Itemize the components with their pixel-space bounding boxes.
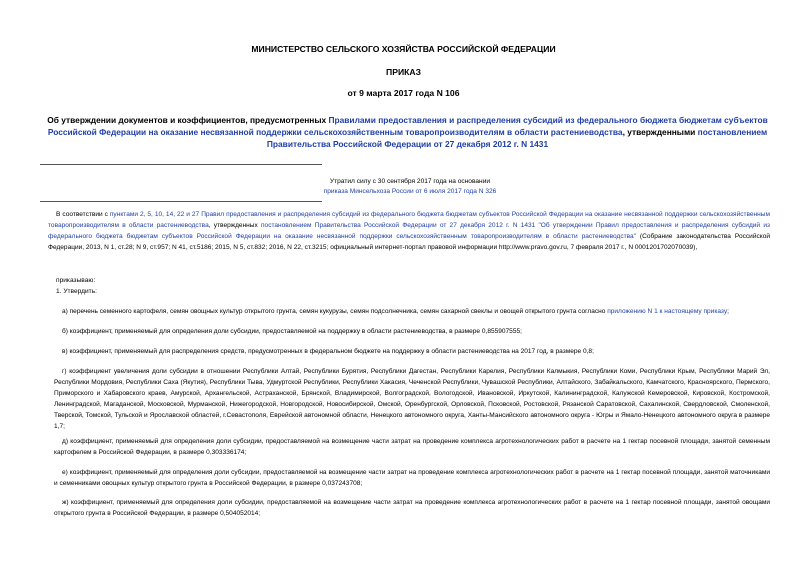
document-title xyxy=(40,114,775,150)
ministry-heading: МИНИСТЕРСТВО СЕЛЬСКОГО ХОЗЯЙСТВА РОССИЙСКОЙ ФЕДЕРАЦИИ xyxy=(251,44,556,54)
resolution-link-2[interactable]: постановлением Правительства Российской Федерации от 27 декабря 2012 г. N 1431 "Об утверждении Правил предоставления и распределения субсидий из федерального бюджета бюджетам субъектов Российской Федерации на оказание несвязанной поддержки сельскохозяйственным товаропроизводителям в области растениеводства" xyxy=(48,221,770,240)
item-zh: ж) коэффициент, применяемый для определения доли субсидии, предоставляемой на возмещение части затрат на проведение комплекса агротехнологических работ в расчете на 1 гектар посевной площади, занятой овощами открытого грунта в Российской Федерации, в размере 0,504052014; xyxy=(54,499,770,517)
doc-type-heading: ПРИКАЗ xyxy=(386,67,421,77)
divider-bottom xyxy=(40,201,322,202)
item-v: в) коэффициент, применяемый для распределения средств, предусмотренных в федеральном бюджете на поддержку в области растениеводства на 2017 год, в размере 0,8; xyxy=(62,348,594,355)
item-g: г) коэффициент увеличения доли субсидии в отношении Республики Алтай, Республики Бурятия, Республики Дагестан, Республики Карелия, Республики Калмыкия, Республики Коми, Республики Крым, Республики Марий Эл, Республики Мордовия, Республики Саха (Якутия), Республики Тыва, Удмуртской Республики, Республики Хакасия, Чеченской Республики, Чувашской Республики, Алтайского, Забайкальского, Камчатского, Красноярского, Пермского, Приморского и Хабаровского краев, Амурской, Архангельской, Астраханской, Брянской, Владимирской, Волгоградской, Вологодской, Ивановской, Иркутской, Калининградской, Калужской Кемеровской, Кировской, Костромской, Ленинградской, Магаданской, Московской, Мурманской, Нижегородской, Новгородской, Новосибирской, Омской, Оренбургской, Орловской, Псковской, Ростовской, Рязанской Саратовской, Сахалинской, Свердловской, Смоленской, Тверской, Томской, Тульской и Ярославской областей, г.Севастополя, Еврейской автономной области, Ненецкого автономного округа, Ханты-Мансийского автономного округа - Югры и Ямало-Ненецкого автономного округа в размере 1,7; xyxy=(54,368,770,430)
appendix-1-link[interactable]: приложению N 1 к настоящему приказу xyxy=(607,308,728,315)
title-text-2: , утвержденными xyxy=(622,127,698,137)
title-text-1: Об утверждении документов и коэффициентов, предусмотренных xyxy=(47,115,329,125)
item-a-end: ; xyxy=(727,308,729,315)
status-note xyxy=(200,177,620,197)
preamble-a: В соответствии с xyxy=(56,211,110,218)
item-a xyxy=(54,307,770,318)
rules-link[interactable]: Правилами предоставления и распределения субсидий из федерального бюджета бюджетам субъектов Российской Федерации на оказание несвязанной поддержки сельскохозяйственным товаропроизводителям в области растениеводства xyxy=(47,115,768,137)
item-b: б) коэффициент, применяемый для определения доли субсидии, предоставляемой на поддержку в области растениеводства, в размере 0,855907555; xyxy=(62,328,522,335)
resolution-link[interactable]: постановлением Правительства Российской Федерации от 27 декабря 2012 г. N 1431 xyxy=(266,127,768,149)
divider-top xyxy=(40,164,322,165)
rules-link-2[interactable]: Правил предоставления и распределения субсидий из федерального бюджета бюджетам субъектов Российской Федерации на оказание несвязанной поддержки сельскохозяйственным товаропроизводителям в области растениеводства xyxy=(48,211,770,229)
repeal-order-link[interactable]: приказа Минсельхоза России от 6 июля 2017 года N 326 xyxy=(323,188,497,195)
item-1: 1. Утвердить: xyxy=(56,288,97,295)
preamble-paragraph xyxy=(48,210,770,254)
preamble-d: (Собрание законодательства Российской Федерации, 2013, N 1, ст.28; N 9, ст.957; N 41, ст.5186; 2015, N 5, ст.832; 2016, N 22, ст.3215; официальный интернет-портал правовой информации http://www.pravo.gov.ru, 7 февраля 2017 г., N 0001201702070039), xyxy=(48,232,770,251)
points-link[interactable]: пунктами 2, 5, 10, 14, 22 и 27 xyxy=(109,211,200,218)
doc-date-number: от 9 марта 2017 года N 106 xyxy=(347,88,460,98)
item-a-text: а) перечень семенного картофеля, семян овощных культур открытого грунта, семян кукурузы, семян подсолнечника, семян сахарной свеклы и овощей открытого грунта согласно xyxy=(62,308,608,315)
preamble-c: , утвержденных xyxy=(208,221,262,229)
order-word: приказываю: xyxy=(56,277,96,284)
item-d: д) коэффициент, применяемый для определения доли субсидии, предоставляемой на возмещение части затрат на проведение комплекса агротехнологических работ в расчете на 1 гектар посевной площади, занятой семенным картофелем в Российской Федерации, в размере 0,303336174; xyxy=(54,438,770,456)
status-line: Утратил силу с 30 сентября 2017 года на основании xyxy=(329,178,491,185)
item-e: е) коэффициент, применяемый для определения доли субсидии, предоставляемой на возмещение части затрат на проведение комплекса агротехнологических работ в расчете на 1 гектар посевной площади, занятой маточниками и семенниками овощных культур открытого грунта в Российской Федерации, в размере 0,037243708; xyxy=(54,469,770,487)
